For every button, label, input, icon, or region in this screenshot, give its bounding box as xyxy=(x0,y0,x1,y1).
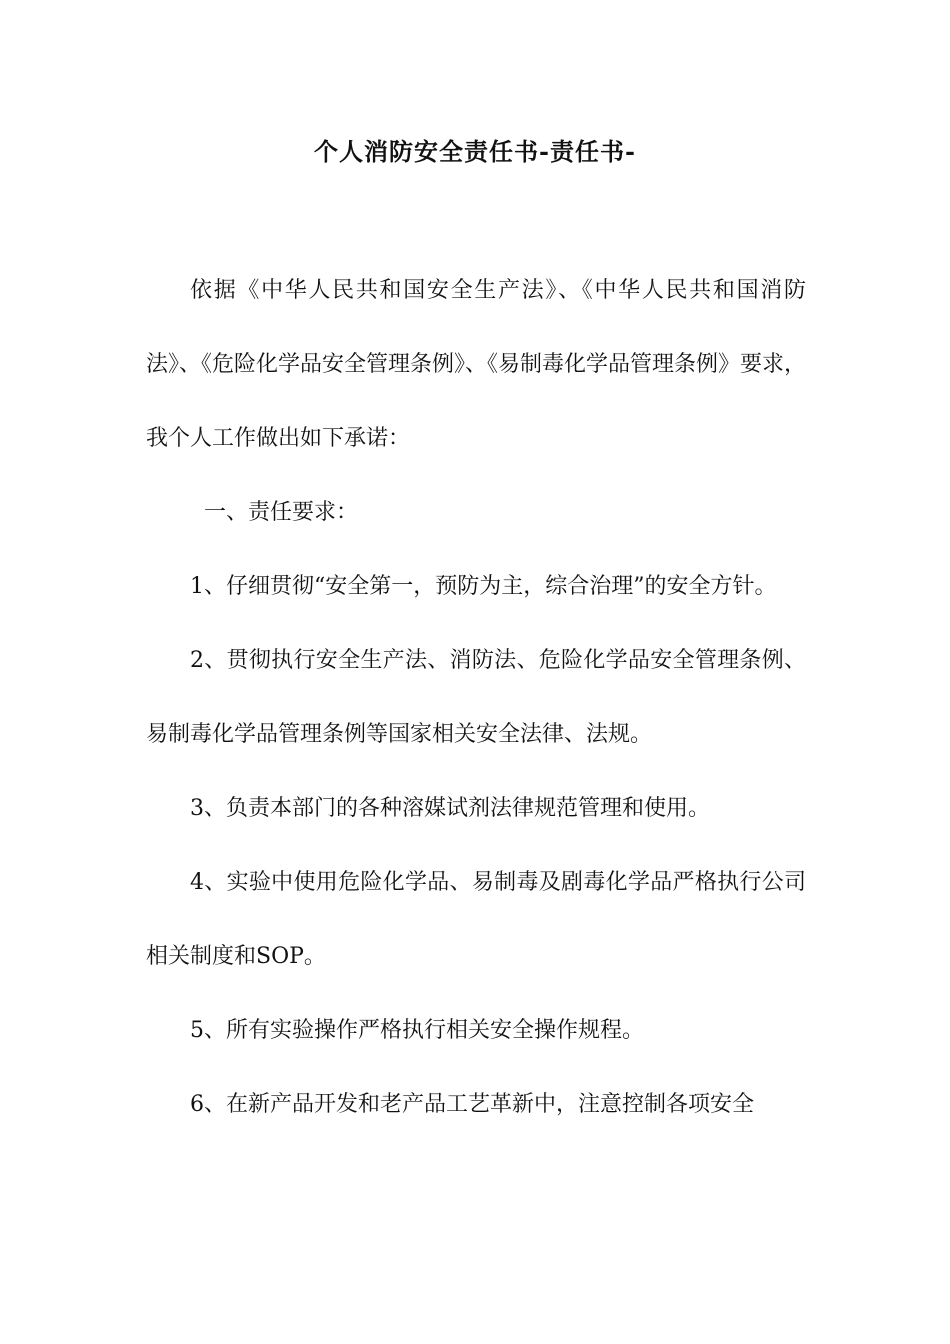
document-body xyxy=(146,254,806,1142)
list-item: 5、所有实验操作严格执行相关安全操作规程。 xyxy=(190,1018,644,1043)
list-item: 6、在新产品开发和老产品工艺革新中，注意控制各项安全 xyxy=(190,1092,754,1117)
list-item: 2、贯彻执行安全生产法、消防法、危险化学品安全管理条例、易制毒化学品管理条例等国家相关安全法律、法规。 xyxy=(146,648,806,747)
section-heading: 一、责任要求： xyxy=(204,500,359,525)
list-item: 4、实验中使用危险化学品、易制毒及剧毒化学品严格执行公司相关制度和SOP。 xyxy=(146,870,806,969)
list-item: 3、负责本部门的各种溶媒试剂法律规范管理和使用。 xyxy=(190,796,710,821)
intro-paragraph: 依据《中华人民共和国安全生产法》、《中华人民共和国消防法》、《危险化学品安全管理条例》、《易制毒化学品管理条例》要求，我个人工作做出如下承诺： xyxy=(146,278,807,451)
document-title: 个人消防安全责任书-责任书- xyxy=(314,137,636,166)
list-item: 1、仔细贯彻“安全第一，预防为主，综合治理”的安全方针。 xyxy=(190,574,777,599)
